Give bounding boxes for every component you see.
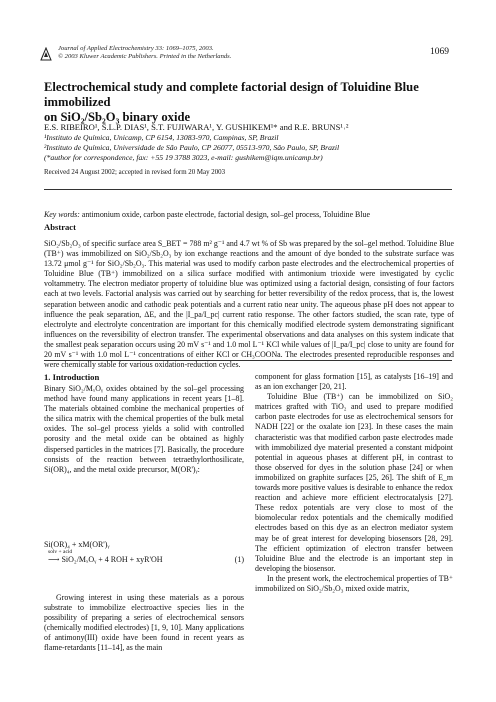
intro-paragraph-1: Binary SiO₂/MₓOᵧ oxides obtained by the sol–gel processing method have found many applications in recent years [1–8]. The materials obtained combine the mechanical properties of the silica matrix with the chemical properties of the bulk metal oxides. The sol–gel process yields a solid with controlled porosity and the metal oxide can be obtained as highly dispersed particles in the matrices [7]. Basically, the procedure consists of the reaction between tetraethylorthosilicate, Si(OR)₄, and the metal oxide precursor, M(OR')ᵧ: (44, 384, 244, 474)
title-line-2: on SiO₂/Sb₂O₃ binary oxide (44, 110, 191, 124)
intro-right-paragraph-1: component for glass formation [15], as catalysts [16–19] and as an ion exchanger [20, 21]. (255, 372, 453, 392)
intro-left-column (44, 384, 244, 475)
intro-right-column (255, 372, 453, 594)
title-line-1: Electrochemical study and complete factorial design of Toluidine Blue immobilized (44, 80, 419, 109)
publisher-logo-icon (40, 47, 52, 61)
intro-left-column-continued (44, 593, 244, 654)
correspondence: (*author for correspondence, fax: +55 19 3788 3023, e-mail: gushikem@iqm.unicamp.br) (44, 153, 323, 162)
page-number: 1069 (430, 47, 449, 57)
journal-line-1: Journal of Applied Electrochemistry 33: 1069–1075, 2003. (58, 45, 214, 52)
affiliations (44, 133, 464, 163)
intro-paragraph-2: Growing interest in using these materials as a porous substrate to immobilize electroactive species lies in the possibility of preparing a series of electrochemical sensors (chemically modified electrodes) [1, 9, 10]. Many applications of antimony(III) oxide have been found in recent years as flame-retardants [11–14], as the main (44, 593, 244, 653)
equation-line-2: ⟶ SiO₂/MₓOᵧ + 4 ROH + xyR'OH (48, 555, 163, 564)
author-list: E.S. RIBEIRO¹, S.L.P. DIAS¹, S.T. FUJIWARA¹, Y. GUSHIKEM¹* and R.E. BRUNS¹˒² (44, 122, 349, 132)
equation-number: (1) (234, 555, 244, 564)
divider (44, 360, 452, 361)
intro-right-paragraph-2: Toluidine Blue (TB⁺) can be immobilized on SiO₂ matrices grafted with TiO₂ and used to prepare modified carbon paste electrodes for use as electrochemical sensors for NADH [22] or the oxalate ion [23]. In these cases the main characteristic was that modified carbon paste electrodes made with immobilized dye material presented a constant midpoint potential in aqueous phases at different pH, in contrast to those observed for dyes in the solution phase [24] or when immobilized on graphite surfaces [25, 26]. The shift of E_m towards more positive values is desirable to enhance the redox reaction and achieve more efficient electrocatalysis [27]. These redox potentials are very close to most of the biomolecular redox potentials and the chemically modified electrodes based on this dye as an electron mediator system may be of great interest for developing biosensors [28, 29]. The efficient optimization of electron transfer between Toluidine Blue and the electrode is an important step in developing the biosensor. (255, 392, 453, 573)
equation-arrow-label: solv + acid (48, 549, 73, 555)
equation-1 (44, 540, 244, 569)
section-heading-introduction: 1. Introduction (44, 372, 100, 382)
abstract-text: SiO₂/Sb₂O₃ of specific surface area S_BET = 788 m² g⁻¹ and 4.7 wt % of Sb was prepared by the sol–gel method. Toluidine Blue (TB⁺) was immobilized on SiO₂/Sb₂O₃ by ion exchange reactions and the amount of dye bonded to the substrate surface was 13.72 μmol g⁻¹ for SiO₂/Sb₂O₃. This material was used to modify carbon paste electrodes and the electrochemical properties of Toluidine Blue (TB⁺) immobilized on a silica surface modified with antimonium trioxide were investigated by cyclic voltammetry. The electron mediator property of toluidine blue was optimized using a factorial design, consisting of four factors each at two levels. Factorial analysis was carried out by searching for better reversibility of the redox process, that is, the lowest separation between anodic and cathodic peak potentials and a current ratio near unity. The aqueous phase pH does not appear to influence the peak separation, ΔE, and the |I_pa/I_pc| current ratio response. The other factors studied, the scan rate, type of electrolyte and electrolyte concentration are important for this chemically modified electrode system demonstrating significant influences on the reversibility of electron transfer. The experimental observations and data analyses on this system indicate that the smallest peak separation occurs using 20 mV s⁻¹ and 1.0 mol L⁻¹ KCl while values of |I_pa/I_pc| close to unity are found for 20 mV s⁻¹ with 1.0 mol L⁻¹ concentrations of either KCl or CH₃COONa. The electrodes presented reproducible responses and were chemically stable for various oxidation-reduction cycles. (44, 239, 454, 370)
journal-citation (58, 45, 358, 61)
equation-line-1: Si(OR)₄ + xM(OR')ᵧ (44, 540, 110, 549)
abstract-heading: Abstract (44, 222, 76, 232)
journal-line-2: © 2003 Kluwer Academic Publishers. Printed in the Netherlands. (58, 53, 232, 60)
intro-right-paragraph-3: In the present work, the electrochemical properties of TB⁺ immobilized on SiO₂/Sb₂O₃ mixed oxide matrix, (255, 573, 453, 593)
affiliation-1: ¹Instituto de Química, Unicamp, CP 6154, 13083-970, Campinas, SP, Brazil (44, 133, 279, 142)
affiliation-2: ²Instituto de Química, Universidade de São Paulo, CP 26077, 05513-970, São Paulo, SP, Brazil (44, 143, 340, 152)
received-date: Received 24 August 2002; accepted in revised form 20 May 2003 (44, 169, 226, 176)
keywords-label: Key words: (44, 210, 80, 219)
keywords (44, 210, 454, 219)
divider (44, 189, 452, 190)
keywords-text: antimonium oxide, carbon paste electrode, factorial design, sol–gel process, Toluidine Blue (79, 210, 370, 219)
paper-title (44, 80, 454, 125)
